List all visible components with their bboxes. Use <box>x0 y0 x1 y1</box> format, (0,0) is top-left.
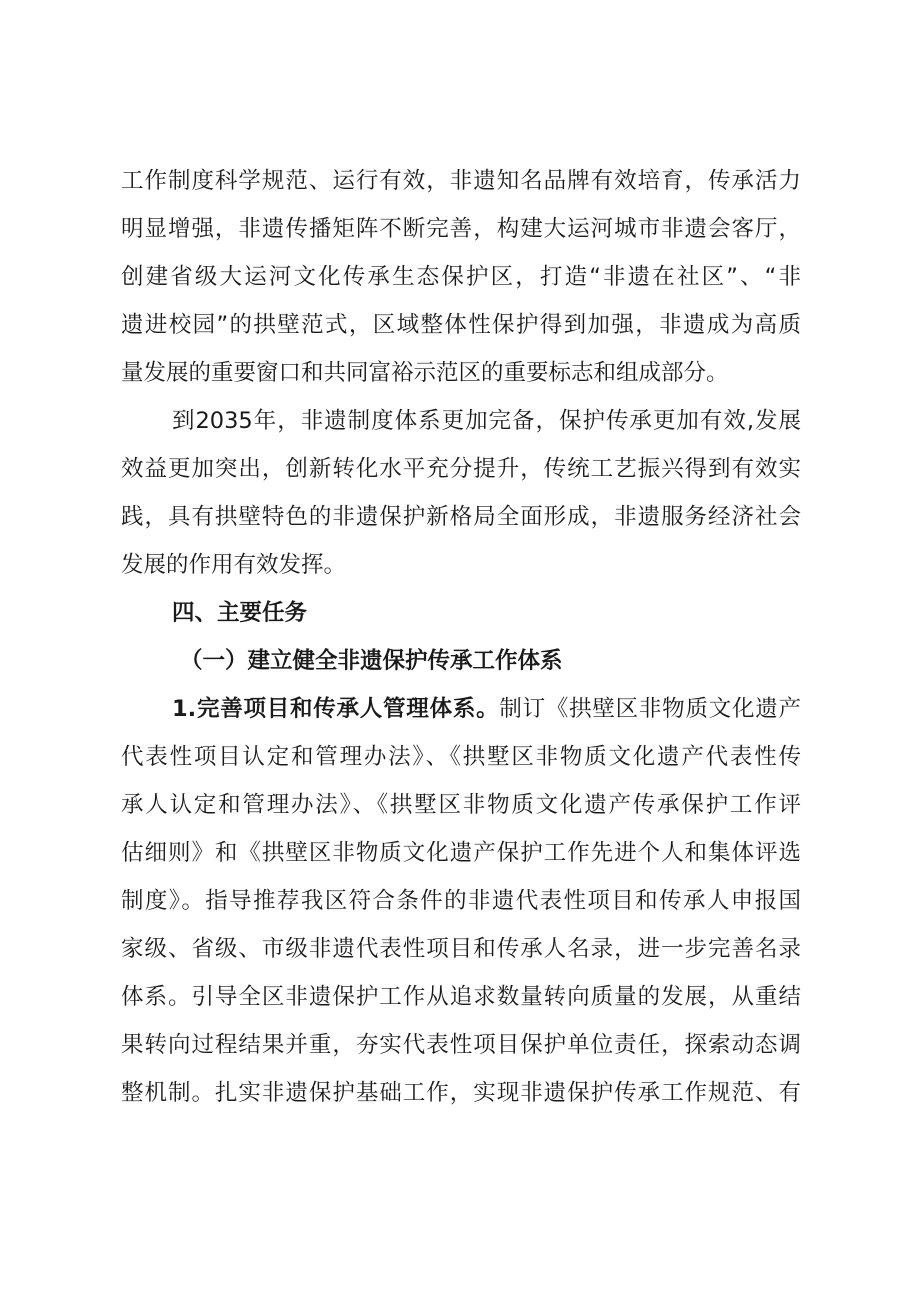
paragraph-1-line-4: 遗进校园”的拱壁范式，区域整体性保护得到加强，非遗成为高质 <box>121 312 801 338</box>
paragraph-3-line-3: 承人认定和管理办法》、《拱墅区非物质文化遗产传承保护工作评 <box>121 792 801 818</box>
paragraph-2-line-3: 践，具有拱壁特色的非遗保护新格局全面形成，非遗服务经济社会 <box>121 504 801 530</box>
paragraph-3-line-9: 整机制。扎实非遗保护基础工作，实现非遗保护传承工作规范、有 <box>121 1080 801 1106</box>
paragraph-1-line-3: 创建省级大运河文化传承生态保护区，打造“非遗在社区”、“非 <box>121 264 801 290</box>
paragraph-3-lead-title: 1.完善项目和传承人管理体系。 <box>172 696 500 722</box>
paragraph-3-line-8: 果转向过程结果并重，夯实代表性项目保护单位责任，探索动态调 <box>121 1032 801 1058</box>
paragraph-3-line-7: 体系。引导全区非遗保护工作从追求数量转向质量的发展，从重结 <box>121 984 801 1010</box>
section-heading: 四、主要任务 <box>172 600 308 626</box>
paragraph-3-line-2: 代表性项目认定和管理办法》、《拱墅区非物质文化遗产代表性传 <box>121 744 801 770</box>
paragraph-2-line-4: 发展的作用有效发挥。 <box>121 552 347 578</box>
subsection-heading: （一）建立健全非遗保护传承工作体系 <box>180 648 563 674</box>
paragraph-1-line-5: 量发展的重要窗口和共同富裕示范区的重要标志和组成部分。 <box>121 360 729 386</box>
paragraph-3-line-1 <box>172 689 801 729</box>
paragraph-3-line-1-rest: 制订《拱壁区非物质文化遗产 <box>499 696 801 722</box>
paragraph-2-line-1: 到2035年，非遗制度体系更加完备，保护传承更加有效,发展 <box>172 408 801 434</box>
paragraph-2-line-2: 效益更加突出，创新转化水平充分提升，传统工艺振兴得到有效实 <box>121 456 801 482</box>
paragraph-3-line-4: 估细则》和《拱壁区非物质文化遗产保护工作先进个人和集体评选 <box>121 840 801 866</box>
paragraph-3-line-6: 家级、省级、市级非遗代表性项目和传承人名录，进一步完善名录 <box>121 936 801 962</box>
paragraph-1-line-2: 明显增强，非遗传播矩阵不断完善，构建大运河城市非遗会客厅， <box>121 216 801 242</box>
paragraph-3-line-5: 制度》。指导推荐我区符合条件的非遗代表性项目和传承人申报国 <box>121 888 801 914</box>
paragraph-1-line-1: 工作制度科学规范、运行有效，非遗知名品牌有效培育，传承活力 <box>121 168 801 194</box>
